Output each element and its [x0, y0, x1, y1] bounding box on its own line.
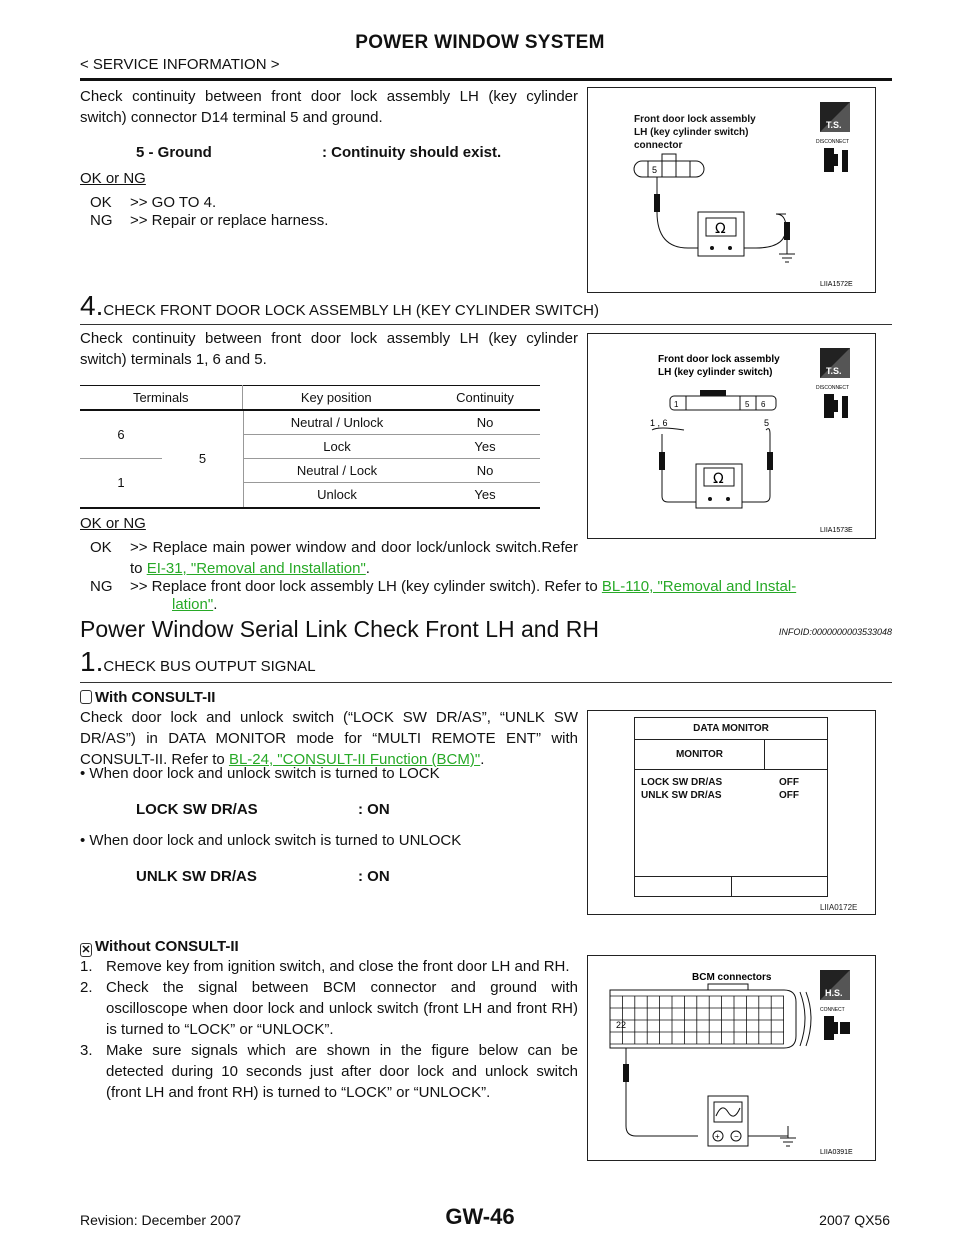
svg-text:Ω: Ω	[713, 471, 724, 487]
procedure-list	[80, 956, 578, 1103]
info-id: INFOID:0000000003533048	[778, 627, 892, 637]
bcm-connector	[610, 990, 796, 1048]
step1-text	[80, 707, 578, 770]
list-num: 3.	[80, 1042, 93, 1059]
step4-ok-end: .	[365, 560, 370, 577]
bullet-unlock: • When door lock and unlock switch is turned to UNLOCK	[80, 832, 462, 849]
step4-title: CHECK FRONT DOOR LOCK ASSEMBLY LH (KEY CYLINDER SWITCH)	[103, 302, 600, 319]
table-header-continuity: Continuity	[430, 386, 540, 410]
without-consult-label: Without CONSULT-II	[95, 938, 239, 955]
svg-text:+: +	[715, 1132, 720, 1141]
fig1-pin: 5	[652, 165, 658, 175]
list-text: Make sure signals which are shown in the figure below can be detected during 10 seconds just after door lock and unlock switch (front LH and front RH) is turned to “LOCK” or “UNLOCK”.	[106, 1042, 578, 1101]
step1-link-end: .	[480, 751, 485, 768]
step4-ng-end: .	[213, 596, 218, 613]
svg-text:22: 22	[616, 1020, 627, 1030]
connect-icon	[824, 1016, 838, 1040]
list-num: 2.	[80, 979, 93, 996]
figure-key-cylinder-switch	[587, 333, 876, 539]
monitor-row	[641, 789, 821, 802]
table-header-terminals: Terminals	[80, 386, 242, 410]
table-row	[244, 435, 540, 459]
step4-ng-line	[130, 576, 880, 597]
spec-unlock-right: : ON	[358, 868, 390, 885]
terminal-5: 5	[162, 411, 244, 507]
wiring-diagram-2	[588, 334, 875, 538]
svg-text:LH (key cylinder switch): LH (key cylinder switch)	[658, 367, 773, 378]
step4-ok-text: >> Replace main power window and door lock/unlock switch.Refer to	[130, 539, 578, 577]
step3-ng-label: NG	[90, 212, 113, 229]
figure-bcm-connectors	[587, 955, 876, 1161]
step4-ok-line	[130, 537, 578, 579]
list-num: 1.	[80, 958, 93, 975]
fig3-caption: LIIA0172E	[820, 903, 858, 912]
table-cell-pos: Lock	[323, 438, 351, 454]
svg-text:T.S.: T.S.	[826, 120, 842, 130]
table-cell-cont: No	[476, 414, 494, 430]
svg-text:DISCONNECT: DISCONNECT	[816, 385, 850, 391]
step4-rule	[80, 324, 892, 325]
table-row	[244, 483, 540, 507]
disconnect-icon	[824, 394, 838, 418]
monitor-item-value: OFF	[779, 777, 799, 788]
svg-text:5: 5	[764, 418, 770, 428]
footer-model: 2007 QX56	[819, 1212, 890, 1228]
bl-110-link-cont[interactable]: lation"	[172, 596, 214, 613]
footer-revision: Revision: December 2007	[80, 1212, 242, 1228]
with-consult-line	[80, 687, 215, 708]
figure-data-monitor	[587, 710, 876, 915]
page-subtitle: < SERVICE INFORMATION >	[80, 56, 280, 73]
table-cell-cont: Yes	[474, 487, 496, 502]
step3-ok-text: >> GO TO 4.	[130, 194, 217, 211]
spec-unlock-left: UNLK SW DR/AS	[136, 868, 257, 885]
svg-text:−: −	[734, 1132, 739, 1141]
spec-lock-right: : ON	[358, 801, 390, 818]
svg-text:DISCONNECT: DISCONNECT	[816, 139, 850, 145]
list-text: Check the signal between BCM connector and ground with oscilloscope when door lock and unlock switch (front LH and front RH) is turned to “LOCK” or “UNLOCK”.	[106, 979, 578, 1038]
monitor-item-name: UNLK SW DR/AS	[641, 790, 722, 801]
fig1-label-line3: connector	[634, 140, 683, 151]
fig1-label-line1: Front door lock assembly	[634, 114, 756, 125]
step3-text: Check continuity between front door lock assembly LH (key cylinder switch) connector D14 terminal 5 and ground.	[80, 88, 578, 126]
ei-31-link[interactable]: EI-31, "Removal and Installation"	[146, 560, 366, 577]
svg-text:1 , 6: 1 , 6	[650, 418, 668, 428]
step4-text: Check continuity between front door lock assembly LH (key cylinder switch) terminals 1, 6 and 5.	[80, 330, 578, 368]
step4-ok-label: OK	[90, 539, 112, 556]
svg-text:BCM connectors: BCM connectors	[692, 972, 772, 983]
step1-title: CHECK BUS OUTPUT SIGNAL	[103, 658, 316, 675]
list-item	[80, 977, 578, 1040]
without-consult-line	[80, 936, 239, 957]
step4-ng-line2	[172, 594, 217, 615]
svg-text:Front door lock assembly: Front door lock assembly	[658, 354, 780, 365]
svg-text:CONNECT: CONNECT	[820, 1007, 845, 1013]
list-text: Remove key from ignition switch, and close the front door LH and RH.	[106, 958, 570, 975]
no-consult-icon: ✕	[81, 944, 91, 956]
step4-number: 4.	[80, 290, 104, 321]
table-cell-pos: Unlock	[317, 487, 357, 502]
step4-ng-text: >> Replace front door lock assembly LH (key cylinder switch). Refer to	[130, 578, 598, 595]
step4-ng-label: NG	[90, 578, 113, 595]
svg-text:LIIA1572E: LIIA1572E	[820, 281, 853, 288]
table-row	[244, 411, 540, 435]
monitor-item-value: OFF	[779, 790, 799, 801]
svg-text:H.S.: H.S.	[825, 988, 843, 998]
header-rule	[80, 78, 892, 81]
bl-24-link[interactable]: BL-24, "CONSULT-II Function (BCM)"	[228, 751, 481, 768]
step3-ok-label: OK	[90, 194, 112, 211]
bl-110-link[interactable]: BL-110, "Removal and Instal-	[601, 578, 797, 595]
step3-ok-ng: OK or NG	[80, 170, 146, 187]
step3-spec-left: 5 - Ground	[136, 144, 212, 161]
terminal-1: 1	[117, 475, 125, 490]
disconnect-icon	[824, 148, 838, 172]
table-cell-cont: Yes	[474, 438, 496, 454]
section-title: Power Window Serial Link Check Front LH and RH	[80, 616, 599, 642]
step1-number: 1.	[80, 646, 104, 677]
svg-text:LIIA0391E: LIIA0391E	[820, 1149, 853, 1156]
monitor-row	[641, 776, 821, 789]
step1-heading	[80, 646, 316, 678]
svg-text:1: 1	[674, 400, 679, 409]
step1-rule	[80, 682, 892, 683]
wiring-diagram-4	[588, 956, 875, 1160]
page-title: POWER WINDOW SYSTEM	[355, 32, 605, 53]
table-cell-cont: No	[476, 462, 494, 478]
data-monitor-screen	[634, 717, 828, 897]
fig1-label-line2: LH (key cylinder switch)	[634, 127, 749, 138]
key-position-table	[80, 385, 540, 509]
svg-text:LIIA1573E: LIIA1573E	[820, 527, 853, 534]
fig1-ohm: Ω	[715, 221, 726, 237]
wiring-diagram-1	[588, 88, 875, 292]
monitor-item-name: LOCK SW DR/AS	[641, 777, 723, 788]
step3-ng-text: >> Repair or replace harness.	[130, 212, 329, 229]
svg-text:5: 5	[745, 400, 750, 409]
step1-text-a: Check door lock and unlock switch (“LOCK SW DR/AS”, “UNLK SW DR/AS”) in DATA MONITOR mode for “MULTI REMOTE ENT” with CONSULT-II. Refer to	[80, 709, 578, 768]
spec-lock-left: LOCK SW DR/AS	[136, 801, 258, 818]
table-cell-pos: Neutral / Lock	[296, 462, 378, 478]
svg-text:T.S.: T.S.	[826, 366, 842, 376]
terminal-6: 6	[80, 411, 162, 459]
svg-text:6: 6	[761, 400, 766, 409]
table-row	[244, 459, 540, 483]
fig1-connector	[634, 161, 704, 177]
step4-heading	[80, 290, 599, 322]
list-item	[80, 956, 578, 977]
bullet-lock: • When door lock and unlock switch is turned to LOCK	[80, 765, 440, 782]
step4-ok-ng: OK or NG	[80, 515, 146, 532]
step3-spec-right: : Continuity should exist.	[322, 144, 502, 161]
with-consult-label: With CONSULT-II	[95, 689, 216, 706]
data-monitor-title: DATA MONITOR	[635, 718, 827, 740]
table-cell-pos: Neutral / Unlock	[290, 414, 384, 430]
consult-tool-icon	[80, 690, 92, 704]
figure-continuity-ground	[587, 87, 876, 293]
list-item	[80, 1040, 578, 1103]
footer-page-number: GW-46	[445, 1204, 515, 1229]
monitor-header: MONITOR	[635, 740, 765, 769]
table-header-key-position: Key position	[242, 386, 430, 410]
